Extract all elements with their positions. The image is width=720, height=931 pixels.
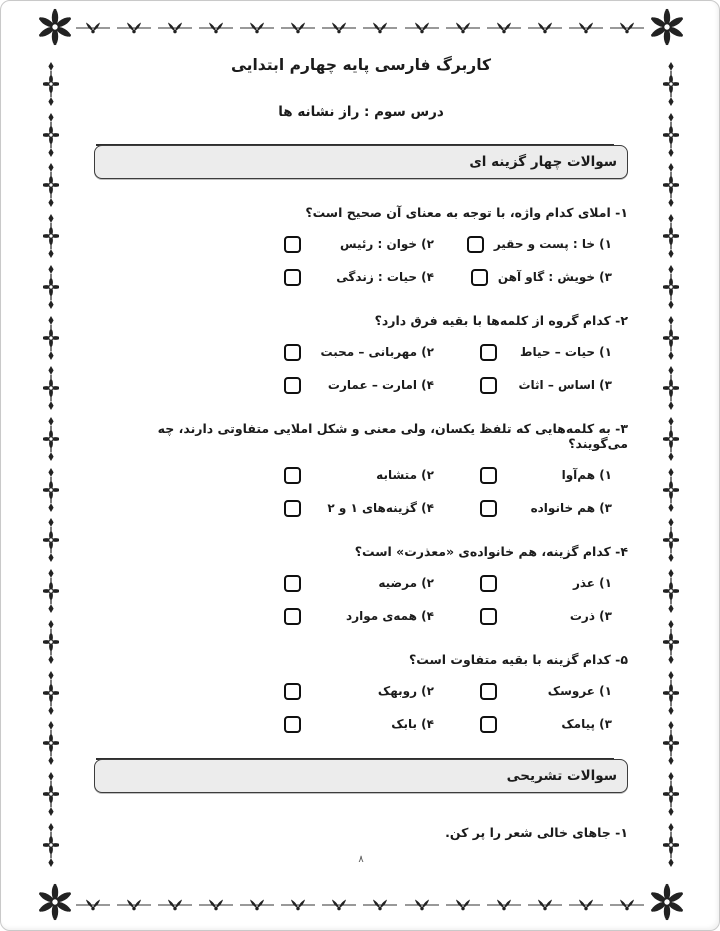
border-flower-motif-icon (663, 823, 679, 867)
page-title: کاربرگ فارسی پایه چهارم ابتدایی (230, 56, 492, 74)
border-leaf-motif-icon (487, 898, 521, 912)
border-flower-motif-icon (663, 62, 679, 106)
border-flower-motif-icon (43, 265, 59, 309)
option-2 (284, 465, 434, 485)
worksheet-content (94, 0, 628, 865)
border-flower-motif-icon (663, 468, 679, 512)
border-leaf-motif-icon (240, 898, 274, 912)
border-corner-bottom-left (36, 883, 74, 921)
option-label: ۴) همه‌ی موارد (346, 609, 434, 623)
option-label: ۲) روبهک (377, 684, 434, 698)
option-4 (284, 267, 434, 287)
border-corner-flower-icon (36, 883, 74, 921)
border-right (662, 62, 680, 867)
border-flower-motif-icon (43, 620, 59, 664)
option-4 (284, 714, 434, 734)
options-grid (94, 465, 612, 518)
question-2 (94, 313, 628, 395)
border-leaf-motif-icon (363, 898, 397, 912)
option-2 (284, 573, 434, 593)
option-label: ۱) عذر (572, 576, 612, 590)
question-4 (94, 544, 628, 626)
lesson-subtitle: درس سوم : راز نشانه ها (278, 104, 444, 120)
border-leaf-motif-icon (199, 898, 233, 912)
border-flower-motif-icon (663, 366, 679, 410)
answer-checkbox[interactable] (284, 467, 301, 484)
answer-checkbox[interactable] (284, 269, 301, 286)
option-3 (480, 498, 612, 518)
border-flower-motif-icon (43, 62, 59, 106)
option-3 (480, 267, 612, 287)
border-left (42, 62, 60, 867)
option-label: ۳) اساس – اثاث (518, 378, 612, 392)
answer-checkbox[interactable] (284, 500, 301, 517)
border-flower-motif-icon (663, 417, 679, 461)
question-text: ۴- کدام گزینه، هم خانواده‌ی «معذرت» است؟ (354, 544, 628, 559)
option-label: ۳) خویش : گاو آهن (497, 270, 612, 284)
options-grid (94, 342, 612, 395)
answer-checkbox[interactable] (480, 683, 497, 700)
border-corner-flower-icon (648, 8, 686, 46)
border-flower-motif-icon (43, 468, 59, 512)
option-3 (480, 375, 612, 395)
answer-checkbox[interactable] (284, 608, 301, 625)
answer-checkbox[interactable] (480, 716, 497, 733)
section-title-box (94, 759, 628, 793)
option-label: ۱) حیات – حیاط (520, 345, 612, 359)
option-label: ۳) هم خانواده (530, 501, 612, 515)
question-text: ۲- کدام گروه از کلمه‌ها با بقیه فرق دارد؟ (374, 313, 628, 328)
option-1 (480, 234, 612, 254)
border-leaf-motif-icon (446, 898, 480, 912)
answer-checkbox[interactable] (480, 500, 497, 517)
border-leaf-motif-icon (569, 898, 603, 912)
border-flower-motif-icon (43, 721, 59, 765)
option-1 (480, 681, 612, 701)
option-2 (284, 342, 434, 362)
border-flower-motif-icon (663, 316, 679, 360)
option-label: ۴) بابک (391, 717, 434, 731)
border-leaf-motif-icon (281, 898, 315, 912)
border-flower-motif-icon (663, 620, 679, 664)
essay-question-1: ۱- جاهای خالی شعر را پر کن. (445, 825, 628, 840)
question-3 (94, 421, 628, 518)
border-leaf-motif-icon (158, 898, 192, 912)
section-header-essay (94, 758, 628, 793)
option-label: ۲) خوان : رئیس (340, 237, 434, 251)
option-label: ۴) امارت – عمارت (327, 378, 434, 392)
border-flower-motif-icon (663, 772, 679, 816)
border-corner-bottom-right (648, 883, 686, 921)
border-flower-motif-icon (663, 113, 679, 157)
border-flower-motif-icon (663, 163, 679, 207)
answer-checkbox[interactable] (284, 377, 301, 394)
option-label: ۱) عروسک (547, 684, 612, 698)
option-label: ۴) حیات : زندگی (336, 270, 434, 284)
question-text: ۳- به کلمه‌هایی که تلفظ یکسان، ولی معنی و شکل املایی متفاوتی دارند، چه می‌گویند؟ (157, 421, 628, 451)
option-label: ۲) مهربانی – محبت (320, 345, 434, 359)
border-flower-motif-icon (43, 417, 59, 461)
question-1 (94, 205, 628, 287)
answer-checkbox[interactable] (471, 269, 488, 286)
option-3 (480, 714, 612, 734)
answer-checkbox[interactable] (284, 236, 301, 253)
border-leaf-motif-icon (528, 898, 562, 912)
border-flower-motif-icon (43, 671, 59, 715)
border-corner-top-right (648, 8, 686, 46)
border-flower-motif-icon (43, 772, 59, 816)
option-label: ۳) ذرت (569, 609, 612, 623)
option-1 (480, 342, 612, 362)
option-label: ۳) پیامک (561, 717, 612, 731)
option-label: ۱) هم‌آوا (561, 468, 612, 482)
border-corner-flower-icon (648, 883, 686, 921)
page-number: ۸ (358, 854, 364, 865)
border-bottom (76, 897, 644, 913)
border-flower-motif-icon (43, 163, 59, 207)
section-title-essay: سوالات تشریحی (506, 768, 617, 784)
border-flower-motif-icon (663, 518, 679, 562)
border-flower-motif-icon (663, 721, 679, 765)
option-4 (284, 375, 434, 395)
border-flower-motif-icon (663, 214, 679, 258)
border-flower-motif-icon (663, 265, 679, 309)
section-header-mcq (94, 144, 628, 179)
section-title-box (94, 145, 628, 179)
answer-checkbox[interactable] (284, 716, 301, 733)
option-label: ۴) گزینه‌های ۱ و ۲ (327, 501, 434, 515)
option-4 (284, 498, 434, 518)
answer-checkbox[interactable] (480, 575, 497, 592)
option-2 (284, 234, 434, 254)
border-flower-motif-icon (43, 569, 59, 613)
options-grid (94, 234, 612, 287)
option-label: ۱) خا : پست و حقیر (493, 237, 612, 251)
question-text: ۱- املای کدام واژه، با توجه به معنای آن صحیح است؟ (305, 205, 628, 220)
answer-checkbox[interactable] (467, 236, 484, 253)
border-leaf-motif-icon (610, 898, 644, 912)
question-5 (94, 652, 628, 734)
question-text: ۵- کدام گزینه با بقیه متفاوت است؟ (409, 652, 628, 667)
border-leaf-motif-icon (322, 898, 356, 912)
border-flower-motif-icon (43, 113, 59, 157)
border-flower-motif-icon (663, 671, 679, 715)
option-label: ۲) مرضیه (378, 576, 434, 590)
border-flower-motif-icon (663, 569, 679, 613)
answer-checkbox[interactable] (284, 575, 301, 592)
option-1 (480, 465, 612, 485)
answer-checkbox[interactable] (284, 344, 301, 361)
border-leaf-motif-icon (117, 898, 151, 912)
section-title-mcq: سوالات چهار گزینه ای (469, 154, 617, 170)
option-label: ۲) متشابه (376, 468, 434, 482)
options-grid (94, 681, 612, 734)
border-flower-motif-icon (43, 366, 59, 410)
option-2 (284, 681, 434, 701)
option-1 (480, 573, 612, 593)
border-flower-motif-icon (43, 518, 59, 562)
border-leaf-motif-icon (76, 898, 110, 912)
option-4 (284, 606, 434, 626)
border-flower-motif-icon (43, 214, 59, 258)
border-flower-motif-icon (43, 823, 59, 867)
border-corner-flower-icon (36, 8, 74, 46)
answer-checkbox[interactable] (480, 608, 497, 625)
answer-checkbox[interactable] (284, 683, 301, 700)
border-leaf-motif-icon (405, 898, 439, 912)
answer-checkbox[interactable] (480, 467, 497, 484)
answer-checkbox[interactable] (480, 344, 497, 361)
answer-checkbox[interactable] (480, 377, 497, 394)
border-flower-motif-icon (43, 316, 59, 360)
border-corner-top-left (36, 8, 74, 46)
option-3 (480, 606, 612, 626)
options-grid (94, 573, 612, 626)
